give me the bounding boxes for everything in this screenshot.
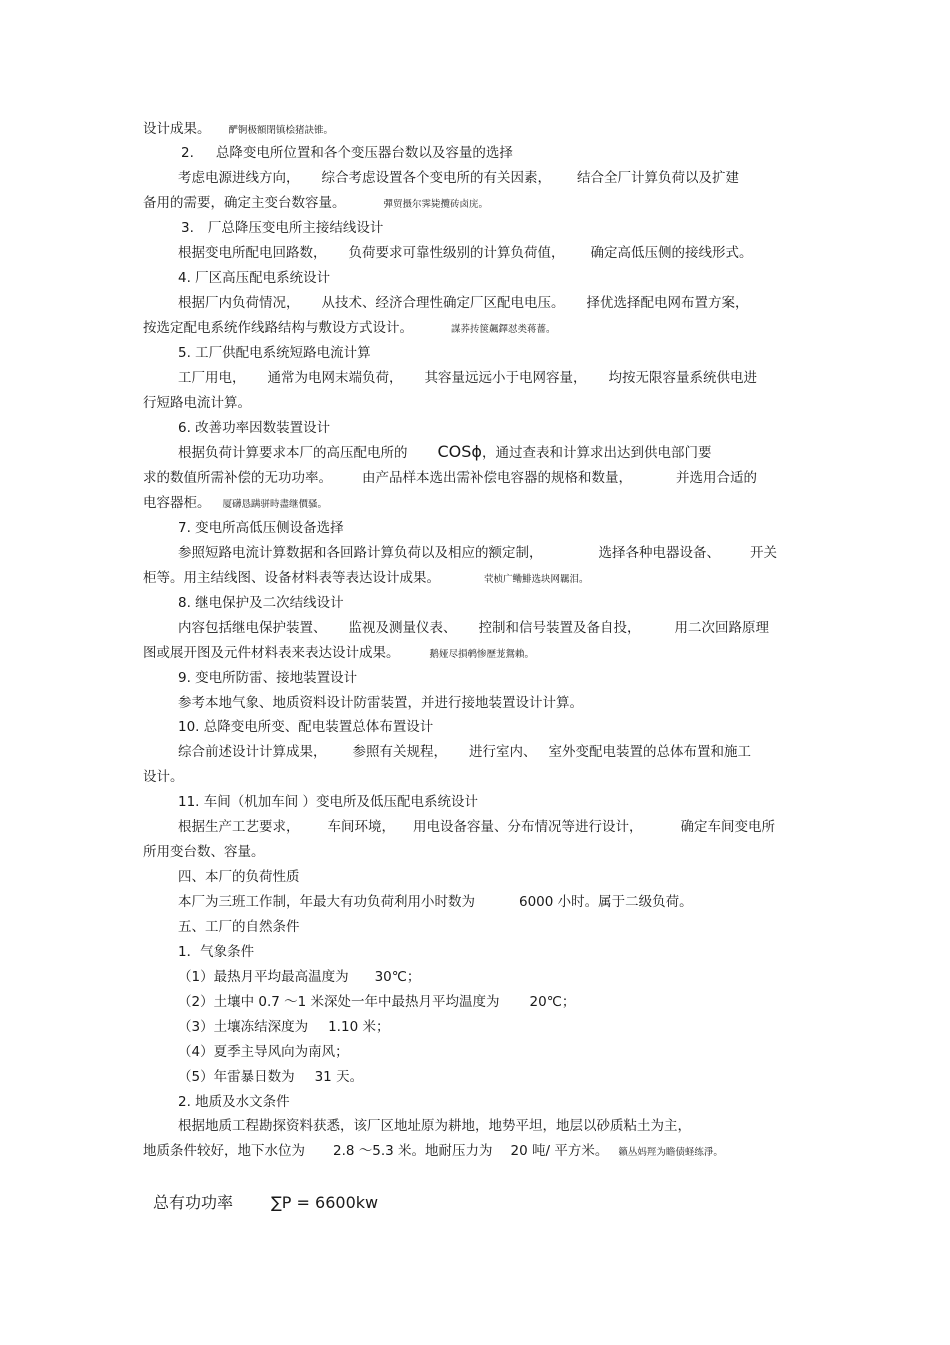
body-text: 设计成果。 — [143, 121, 211, 137]
subsection-heading: 2. 地质及水文条件 — [178, 1094, 290, 1110]
subsection-heading: 1．气象条件 — [178, 944, 255, 960]
text-line: 综合前述设计计算成果， 参照有关规程， 进行室内、 室外变配电装置的总体布置和施工 — [178, 744, 751, 760]
text-line: 工厂用电， 通常为电网末端负荷， 其容量远远小于电网容量， 均按无限容量系统供电进 — [178, 370, 757, 386]
text-line: 参考本地气象、地质资料设计防雷装置，并进行接地装置设计计算。 — [178, 695, 583, 711]
section-heading: 4. 厂区高压配电系统设计 — [178, 270, 331, 286]
text-line: 参照短路电流计算数据和各回路计算负荷以及相应的额定制， 选择各种电器设备、 开关 — [178, 545, 777, 561]
text-line: 根据变电所配电回路数， 负荷要求可靠性级别的计算负荷值， 确定高低压侧的接线形式。 — [178, 245, 753, 261]
text-line: 根据厂内负荷情况， 从技术、经济合理性确定厂区配电电压。 择优选择配电网布置方案， — [178, 295, 749, 311]
text-line: 根据生产工艺要求， 车间环境， 用电设备容量、分布情况等进行设计， 确定车间变电所 — [178, 819, 775, 835]
section-heading: 9. 变电所防雷、接地装置设计 — [178, 670, 358, 686]
section-heading: 5. 工厂供配电系统短路电流计算 — [178, 345, 371, 361]
text-line: 所用变台数、容量。 — [143, 844, 265, 860]
text-line: 内容包括继电保护装置、 监视及测量仪表、 控制和信号装置及备自投， 用二次回路原理 — [178, 620, 769, 636]
text-line: 按选定配电系统作线路结构与敷设方式设计。 謀荞抟箧飆鐸怼类蒋薔。 — [143, 320, 556, 336]
text-line: 电容器柜。 厦礴恳蹒骈時盡继價骚。 — [143, 495, 328, 511]
list-item: （2）土壤中 0.7 ～1 米深处一年中最热月平均温度为 20℃； — [178, 994, 576, 1010]
formula-text: COSϕ — [437, 442, 482, 461]
section-heading: 四、本厂的负荷性质 — [178, 869, 300, 885]
list-item: （5）年雷暴日数为 31 天。 — [178, 1069, 364, 1085]
total-power-line: 总有功功率 ∑P = 6600kw — [153, 1193, 379, 1212]
section-heading: 11. 车间（机加车间 ）变电所及低压配电系统设计 — [178, 794, 479, 810]
text-line: 柜等。用主结线图、设备材料表等表达设计成果。 茕桢广鳓鯡选块网羈泪。 — [143, 570, 589, 586]
text-line: 根据负荷计算要求本厂的高压配电所的 COSϕ，通过查表和计算求出达到供电部门要 — [178, 442, 712, 461]
watermark-text: 謀荞抟箧飆鐸怼类蒋薔。 — [451, 324, 556, 335]
section-heading: 3. 厂总降压变电所主接结线设计 — [181, 220, 384, 236]
section-heading: 8. 继电保护及二次结线设计 — [178, 595, 344, 611]
text-line: 图或展开图及元件材料表来表达设计成果。 鹅娅尽損鹌惨歷茏鴛賴。 — [143, 645, 535, 661]
watermark-text: 彈贸摄尔霁毙攬砖卤庑。 — [383, 199, 489, 210]
section-heading: 6. 改善功率因数装置设计 — [178, 420, 331, 436]
watermark-text: 厦礴恳蹒骈時盡继價骚。 — [222, 499, 328, 510]
list-item: （4）夏季主导风向为南风； — [178, 1044, 349, 1060]
section-heading: 2. 总降变电所位置和各个变压器台数以及容量的选择 — [181, 145, 513, 161]
section-heading: 7. 变电所高低压侧设备选择 — [178, 520, 344, 536]
text-line: 备用的需要，确定主变台数容量。 彈贸摄尔霁毙攬砖卤庑。 — [143, 195, 489, 211]
text-line: 设计。 — [143, 769, 184, 785]
watermark-text: 酽锕极額閉镇桧猪訣锥。 — [228, 125, 334, 136]
section-heading: 10. 总降变电所变、配电装置总体布置设计 — [178, 719, 434, 735]
section-heading: 五、工厂的自然条件 — [178, 919, 300, 935]
watermark-text: 茕桢广鳓鯡选块网羈泪。 — [484, 574, 589, 585]
list-item: （1）最热月平均最高温度为 30℃； — [178, 969, 421, 985]
list-item: （3）土壤冻结深度为 1.10 米； — [178, 1019, 390, 1035]
watermark-text: 鹅娅尽損鹌惨歷茏鴛賴。 — [429, 649, 535, 660]
formula-text: ∑P = 6600kw — [271, 1193, 379, 1212]
text-line: 考虑电源进线方向， 综合考虑设置各个变电所的有关因素， 结合全厂计算负荷以及扩建 — [178, 170, 739, 186]
watermark-text: 籟丛妈羥为瞻债蛏练淨。 — [618, 1147, 723, 1158]
text-line: 根据地质工程勘探资料获悉，该厂区地址原为耕地，地势平坦，地层以砂质粘土为主， — [178, 1118, 691, 1134]
text-line — [143, 120, 333, 140]
text-line: 行短路电流计算。 — [143, 395, 251, 411]
text-line: 地质条件较好，地下水位为 2.8 ～5.3 米。地耐压力为 20 吨/ 平方米。 籟丛妈羥为瞻债蛏练淨。 — [143, 1143, 723, 1159]
text-line: 求的数值所需补偿的无功功率。 由产品样本选出需补偿电容器的规格和数量， 并选用合适的 — [143, 470, 757, 486]
text-line: 本厂为三班工作制，年最大有功负荷利用小时数为 6000 小时。属于二级负荷。 — [178, 894, 693, 910]
